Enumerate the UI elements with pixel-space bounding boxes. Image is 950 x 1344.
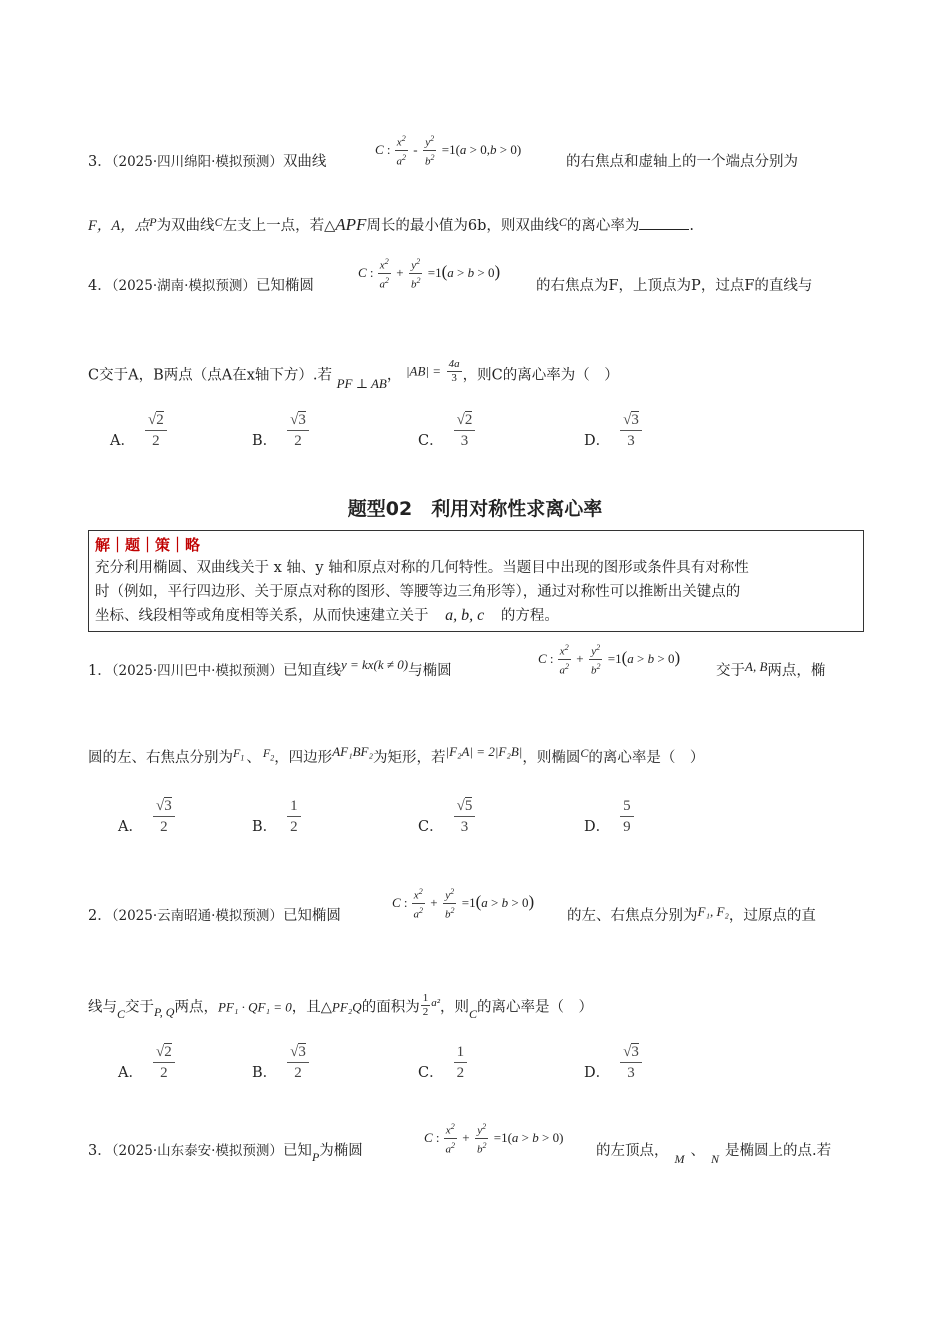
option-b[interactable]: B． √3 2 — [252, 410, 309, 451]
strategy-header: 解｜题｜策｜略 — [95, 536, 201, 554]
problem-2-line2: 线与$_C$交于$_{P, Q}$两点，PF₁ · QF₁ = 0，且△PF₂Q的面积为 $\frac{1}{2}$ $^{a^2}$，则$_C$的离心率是（ ） — [88, 992, 594, 1021]
strategy-line: 坐标、线段相等或角度相等关系，从而快速建立关于 a, b, c 的方程。 — [95, 607, 559, 624]
strategy-box — [88, 530, 864, 632]
ellipse-equation: C : $\frac{x^2}{a^2}$ + $\frac{y^2}{b^2}$ =1(a > b > 0) — [424, 1121, 564, 1156]
ellipse-equation: C : $\frac{x^2}{a^2}$ + $\frac{y^2}{b^2}$ =1(a > b > 0) — [538, 642, 681, 677]
ellipse-equation: C : $\frac{x^2}{a^2}$ + $\frac{y^2}{b^2}$ =1(a > b > 0) — [358, 256, 501, 291]
strategy-line: 时（例如，平行四边形、关于原点对称的图形、等腰等边三角形等），通过对称性可以推断出关键点的 — [95, 584, 741, 600]
problem-text: 的左顶点， $_M$ 、 $_N$ 是椭圆上的点.若 — [596, 1143, 832, 1166]
hyperbola-equation: C : $\frac{x^2}{a^2}$ - $\frac{y^2}{b^2}$ =1(a > 0,b > 0) — [375, 133, 522, 168]
ellipse-equation: C : $\frac{x^2}{a^2}$ + $\frac{y^2}{b^2}$ =1(a > b > 0) — [392, 886, 535, 921]
problem-number: 3． — [88, 154, 112, 170]
problem-text: 的左、右焦点分别为F₁, F₂，过原点的直 — [567, 904, 816, 924]
problem-text: 的右焦点和虚轴上的一个端点分别为 — [566, 154, 798, 170]
problem-1-line2: 圆的左、右焦点分别为$^{F_1}$ 、 $^{F_2}$，四边形AF₁BF₂为矩形，若|F₂A| = 2|F₂B|，则椭圆$^C$的离心率是（ ） — [88, 744, 705, 766]
problem-source: （2025·四川绵阳·模拟预测） — [111, 154, 283, 170]
option-d[interactable]: D． √3 3 — [584, 410, 642, 451]
option-c[interactable]: C． √2 3 — [418, 410, 475, 451]
option-d[interactable]: D． √3 3 — [584, 1042, 642, 1083]
option-c[interactable]: C． √5 3 — [418, 796, 475, 837]
option-a[interactable]: A． √3 2 — [118, 796, 175, 837]
section-title: 题型02 利用对称性求离心率 — [347, 498, 603, 520]
problem-3-line1: 3．（2025·山东泰安·模拟预测）已知$_P$为椭圆 — [88, 1143, 363, 1164]
option-d[interactable]: D． 5 9 — [584, 796, 634, 837]
option-a[interactable]: A． √2 2 — [118, 1042, 175, 1083]
problem-1-line1: 1．（2025·四川巴中·模拟预测）已知直线y = kx(k ≠ 0)与椭圆 — [88, 657, 452, 679]
option-c[interactable]: C． 1 2 — [418, 1042, 467, 1083]
problem-4-top-line1: 4．（2025·湖南·模拟预测）已知椭圆 — [88, 278, 314, 294]
strategy-line: 充分利用椭圆、双曲线关于 x 轴、y 轴和原点对称的几何特性。当题目中出现的图形或条件具有对称性 — [95, 560, 749, 576]
problem-4-top-line2: C交于A，B两点（点A在x轴下方）.若 PF ⊥ AB， |AB| = $\frac{4a}{3}$ ，则C的离心率为（ ） — [88, 358, 619, 391]
option-b[interactable]: B． √3 2 — [252, 1042, 309, 1083]
answer-blank[interactable] — [639, 215, 689, 230]
problem-3-top-line2: F，A，点$^P$为双曲线$^C$左支上一点，若△APF周长的最小值为6b，则双曲线$^C$的离心率为 . — [88, 215, 695, 234]
option-b[interactable]: B． 1 2 — [252, 796, 301, 837]
problem-3-top-line1: 3．（2025·四川绵阳·模拟预测）双曲线 — [88, 154, 327, 170]
problem-text: 的右焦点为F，上顶点为P，过点F的直线与 — [536, 278, 813, 294]
option-a[interactable]: A． √2 2 — [110, 410, 167, 451]
problem-2-line1: 2．（2025·云南昭通·模拟预测）已知椭圆 — [88, 908, 341, 924]
problem-text: 交于A, B两点，椭 — [716, 659, 826, 679]
